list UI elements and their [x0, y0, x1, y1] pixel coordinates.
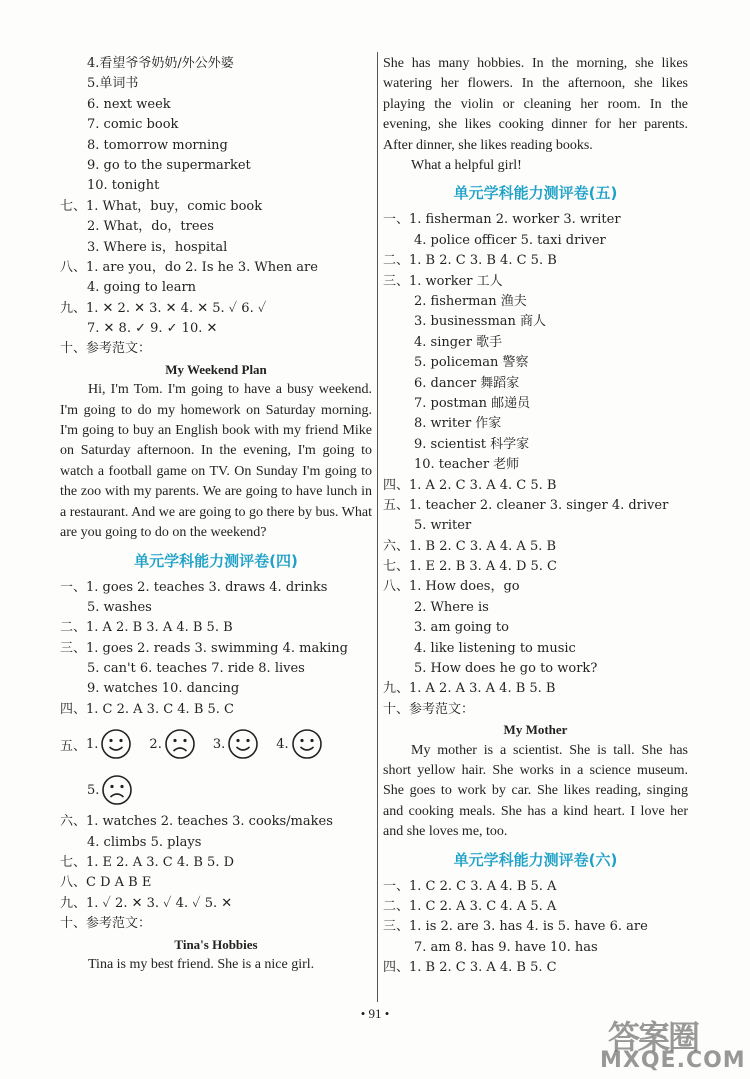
question-9: 九、1. A 2. A 3. A 4. B 5. B — [383, 681, 556, 697]
question-10-label: 十、参考范文： — [60, 916, 152, 932]
question-1: 一、1. C 2. C 3. A 4. B 5. A — [383, 878, 557, 894]
answer-line: 5. can't 6. teaches 7. ride 8. lives — [87, 661, 305, 677]
answer-line: 7. ✕ 8. ✓ 9. ✓ 10. ✕ — [87, 321, 218, 337]
answer-line: 7. comic book — [87, 117, 179, 133]
answer-line: 3. am going to — [414, 620, 509, 636]
answer-line: 3. Where is，hospital — [87, 239, 228, 255]
question-8: 八、C D A B E — [60, 875, 152, 891]
section-title: 单元学科能力测评卷(六) — [453, 850, 618, 869]
answer-line: 5. washes — [87, 599, 152, 615]
face-answer: 4. — [276, 728, 322, 760]
answer-line: 5. policeman 警察 — [414, 355, 529, 371]
section-title: 单元学科能力测评卷(四) — [134, 551, 298, 570]
essay-title: My Mother — [503, 722, 568, 738]
question-5: 五、1. teacher 2. cleaner 3. singer 4. driver — [383, 497, 669, 513]
answer-line: 3. businessman 商人 — [414, 314, 547, 330]
essay-text: My mother is a scientist. She is tall. She has short yellow hair. She works in a science museum. She goes to work by car. She likes reading, singing and cooking meals. She has a kind heart. I love her and she loves me, too. — [383, 742, 688, 840]
answer-line: 4. going to learn — [87, 280, 197, 296]
question-10-label: 十、参考范文： — [383, 701, 475, 717]
essay-title: My Weekend Plan — [165, 361, 267, 377]
question-1: 一、1. goes 2. teaches 3. draws 4. drinks — [60, 579, 328, 595]
face-answer: 2. — [149, 728, 195, 760]
question-2: 二、1. C 2. A 3. C 4. A 5. A — [383, 899, 557, 915]
question-2: 二、1. B 2. C 3. B 4. C 5. B — [383, 253, 557, 269]
smile-face-icon — [227, 728, 259, 760]
answer-line: 5. writer — [414, 518, 472, 534]
answer-line: 10. teacher 老师 — [414, 457, 520, 473]
watermark-logo: 答案圈 — [608, 1018, 699, 1056]
question-6: 六、1. B 2. C 3. A 4. A 5. B — [383, 538, 557, 554]
question-9: 九、1. ✓ 2. ✕ 3. ✓ 4. ✓ 5. ✕ — [60, 895, 233, 911]
left-column — [60, 54, 372, 975]
question-6: 六、1. watches 2. teaches 3. cooks/makes — [60, 814, 333, 830]
question-3: 三、1. worker 工人 — [383, 273, 503, 289]
question-10-label: 十、参考范文： — [60, 341, 152, 357]
answer-line: 8. writer 作家 — [414, 416, 502, 432]
answer-line: 7. am 8. has 9. have 10. has — [414, 939, 598, 955]
frown-face-icon — [101, 774, 133, 806]
section-title: 单元学科能力测评卷(五) — [453, 184, 618, 203]
smile-face-icon — [291, 728, 323, 760]
question-1: 一、1. fisherman 2. worker 3. writer — [383, 212, 621, 228]
face-answer: 3. — [213, 728, 259, 760]
answer-line: 2. fisherman 渔夫 — [414, 294, 527, 309]
question-8: 八、1. are you，do 2. Is he 3. When are — [60, 259, 318, 275]
face-answer: 5. — [87, 774, 133, 806]
frown-face-icon — [164, 728, 196, 760]
answer-line: 10. tonight — [87, 178, 160, 194]
answer-line: 7. postman 邮递员 — [414, 395, 531, 411]
column-divider — [377, 52, 378, 1002]
answer-line: 4. like listening to music — [414, 640, 576, 656]
essay-title: Tina's Hobbies — [174, 936, 258, 952]
question-7: 七、1. E 2. B 3. A 4. D 5. C — [383, 559, 558, 575]
essay-text: Hi, I'm Tom. I'm going to have a busy weekend. I'm going to do my homework on Saturday morning. I'm going to buy an English book with my friend Mike on Saturday afternoon. In the evening, I'm going to watch a football game on TV. On Sunday I'm going to the zoo with my parents. We are going to have lunch in a restaurant. And we are going to go there by bus. What are you going to do on the weekend? — [60, 382, 372, 541]
essay-text: Tina is my best friend. She is a nice girl. — [88, 956, 315, 972]
question-3: 三、1. is 2. are 3. has 4. is 5. have 6. are — [383, 919, 648, 935]
answer-line: 4. climbs 5. plays — [87, 834, 202, 850]
question-7: 七、1. E 2. A 3. C 4. B 5. D — [60, 855, 235, 871]
answer-line: 8. tomorrow morning — [87, 137, 228, 153]
essay-closing: What a helpful girl! — [411, 158, 522, 174]
smile-face-icon — [100, 728, 132, 760]
answer-line: 4. singer 歌手 — [414, 334, 503, 350]
answer-line: 2. Where is — [414, 599, 489, 615]
watermark-url: MXQE.COM — [600, 1048, 746, 1073]
answer-line: 4. police officer 5. taxi driver — [414, 232, 606, 248]
answer-line: 5.单词书 — [87, 76, 139, 92]
question-7: 七、1. What，buy，comic book — [60, 198, 263, 214]
essay-text-continued: She has many hobbies. In the morning, she likes watering her flowers. In the afternoon, she likes playing the violin or cleaning her room. In the evening, she likes cooking dinner for her parents. After dinner, she likes reading books. — [383, 56, 688, 153]
question-4: 四、1. A 2. C 3. A 4. C 5. B — [383, 477, 557, 493]
question-3: 三、1. goes 2. reads 3. swimming 4. making — [60, 640, 348, 656]
answer-line: 6. next week — [87, 96, 171, 112]
question-2: 二、1. A 2. B 3. A 4. B 5. B — [60, 620, 233, 636]
answer-line: 6. dancer 舞蹈家 — [414, 375, 520, 391]
answer-line: 5. How does he go to work? — [414, 661, 598, 677]
page-number: • 91 • — [360, 1006, 390, 1021]
right-column — [383, 54, 688, 979]
answer-line: 9. scientist 科学家 — [414, 436, 530, 452]
question-5-faces — [60, 720, 372, 768]
question-4: 四、1. B 2. C 3. A 4. B 5. C — [383, 960, 557, 976]
question-5-faces-row2 — [60, 768, 372, 812]
question-9: 九、1. ✕ 2. ✕ 3. ✕ 4. ✕ 5. ✓ 6. ✓ — [60, 300, 267, 316]
question-8: 八、1. How does，go — [383, 579, 520, 595]
answer-line: 9. watches 10. dancing — [87, 681, 240, 697]
answer-line: 9. go to the supermarket — [87, 157, 251, 173]
answer-line: 2. What，do，trees — [87, 219, 214, 235]
question-5-label: 五、 — [60, 738, 87, 754]
question-4: 四、1. C 2. A 3. C 4. B 5. C — [60, 701, 234, 717]
face-answer: 1. — [86, 728, 132, 760]
answer-line: 4.看望爷爷奶奶/外公外婆 — [87, 56, 234, 71]
